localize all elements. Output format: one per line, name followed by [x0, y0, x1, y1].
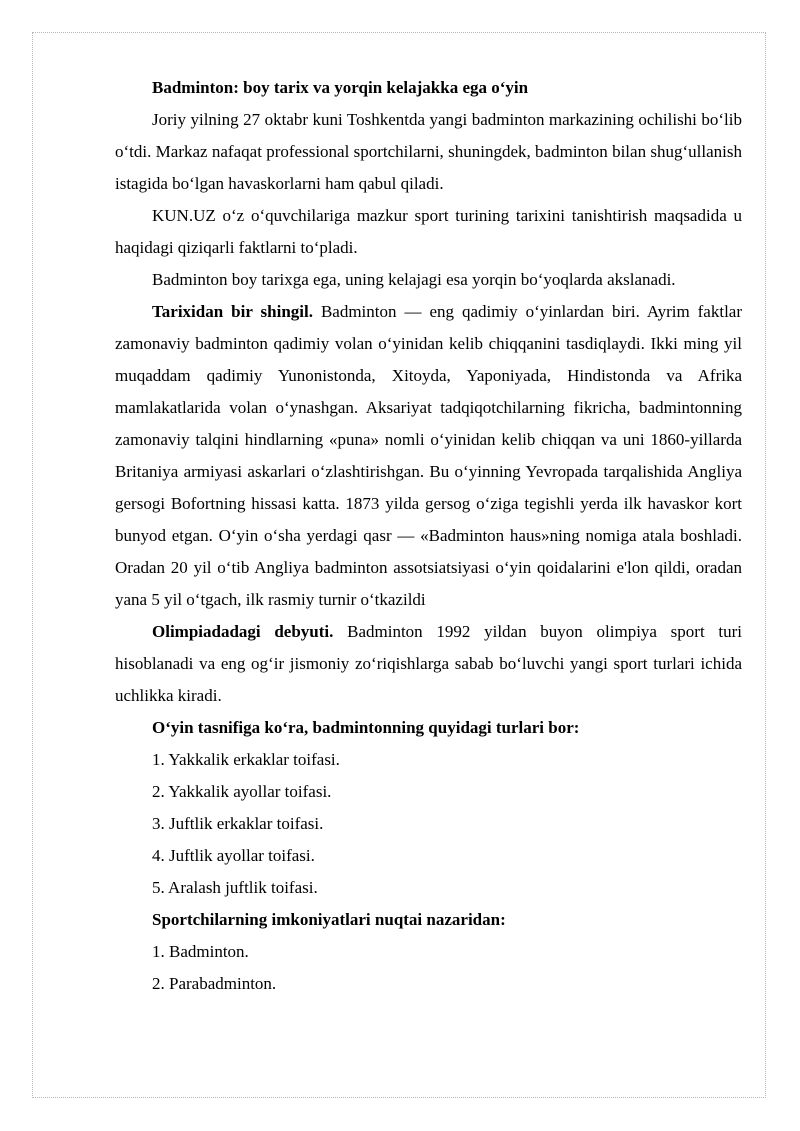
olympic-heading: Olimpiadadagi debyuti.	[152, 622, 334, 641]
abilities-heading: Sportchilarning imkoniyatlari nuqtai nazaridan:	[152, 910, 506, 929]
document-body	[115, 72, 742, 1000]
classification-heading: O‘yin tasnifiga ko‘ra, badmintonning quyidagi turlari bor:	[152, 718, 580, 737]
history-paragraph	[115, 296, 742, 616]
olympic-paragraph	[115, 616, 742, 712]
olympic-text: Badminton 1992 yildan buyon olimpiya sport turi hisoblanadi va eng og‘ir jismoniy zo‘riqishlarga sabab bo‘luvchi yangi sport turlari ichida uchlikka kiradi.	[115, 622, 743, 705]
list-item: 5. Aralash juftlik toifasi.	[152, 878, 318, 897]
list-item: 4. Juftlik ayollar toifasi.	[152, 846, 315, 865]
list-item: 2. Yakkalik ayollar toifasi.	[152, 782, 332, 801]
list-item: 2. Parabadminton.	[152, 974, 277, 993]
list-item: 1. Badminton.	[152, 942, 249, 961]
list-item: 3. Juftlik erkaklar toifasi.	[152, 814, 324, 833]
history-text: Badminton — eng qadimiy o‘yinlardan biri. Ayrim faktlar zamonaviy badminton qadimiy volan o‘yinidan kelib chiqqanini tasdiqlaydi. Ikki ming yil muqaddam qadimiy Yunonistonda, Xitoyda, Yaponiyada, Hindistonda va Afrika mamlakatlarida volan o‘ynashgan. Aksariyat tadqiqotchilarning fikricha, badmintonning zamonaviy talqini hindlarning «puna» nomli o‘yinidan kelib chiqqan va uni 1860-yillarda Britaniya armiyasi askarlari o‘zlashtirishgan. Bu o‘yinning Yevropada tarqalishida Angliya gersogi Bofortning hissasi katta. 1873 yilda gersog o‘ziga tegishli yerda ilk havaskor kort bunyod etgan. O‘yin o‘sha yerdagi qasr — «Badminton haus»ning nomiga atala boshladi. Oradan 20 yil o‘tib Angliya badminton assotsiatsiyasi o‘yin qoidalarini e'lon qildi, oradan yana 5 yil o‘tgach, ilk rasmiy turnir o‘tkazildi	[115, 302, 742, 609]
intro-paragraph-1: Joriy yilning 27 oktabr kuni Toshkentda yangi badminton markazining ochilishi bo‘lib o‘tdi. Markaz nafaqat professional sportchilarni, shuningdek, badminton bilan shug‘ullanish istagida bo‘lgan havaskorlarni ham qabul qiladi.	[115, 110, 742, 193]
list-item: 1. Yakkalik erkaklar toifasi.	[152, 750, 340, 769]
intro-paragraph-2: KUN.UZ o‘z o‘quvchilariga mazkur sport turining tarixini tanishtirish maqsadida u haqidagi qiziqarli faktlarni to‘pladi.	[115, 206, 742, 257]
history-heading: Tarixidan bir shingil.	[152, 302, 313, 321]
intro-paragraph-3: Badminton boy tarixga ega, uning kelajagi esa yorqin bo‘yoqlarda akslanadi.	[152, 270, 676, 289]
document-title: Badminton: boy tarix va yorqin kelajakka ega o‘yin	[152, 78, 529, 97]
